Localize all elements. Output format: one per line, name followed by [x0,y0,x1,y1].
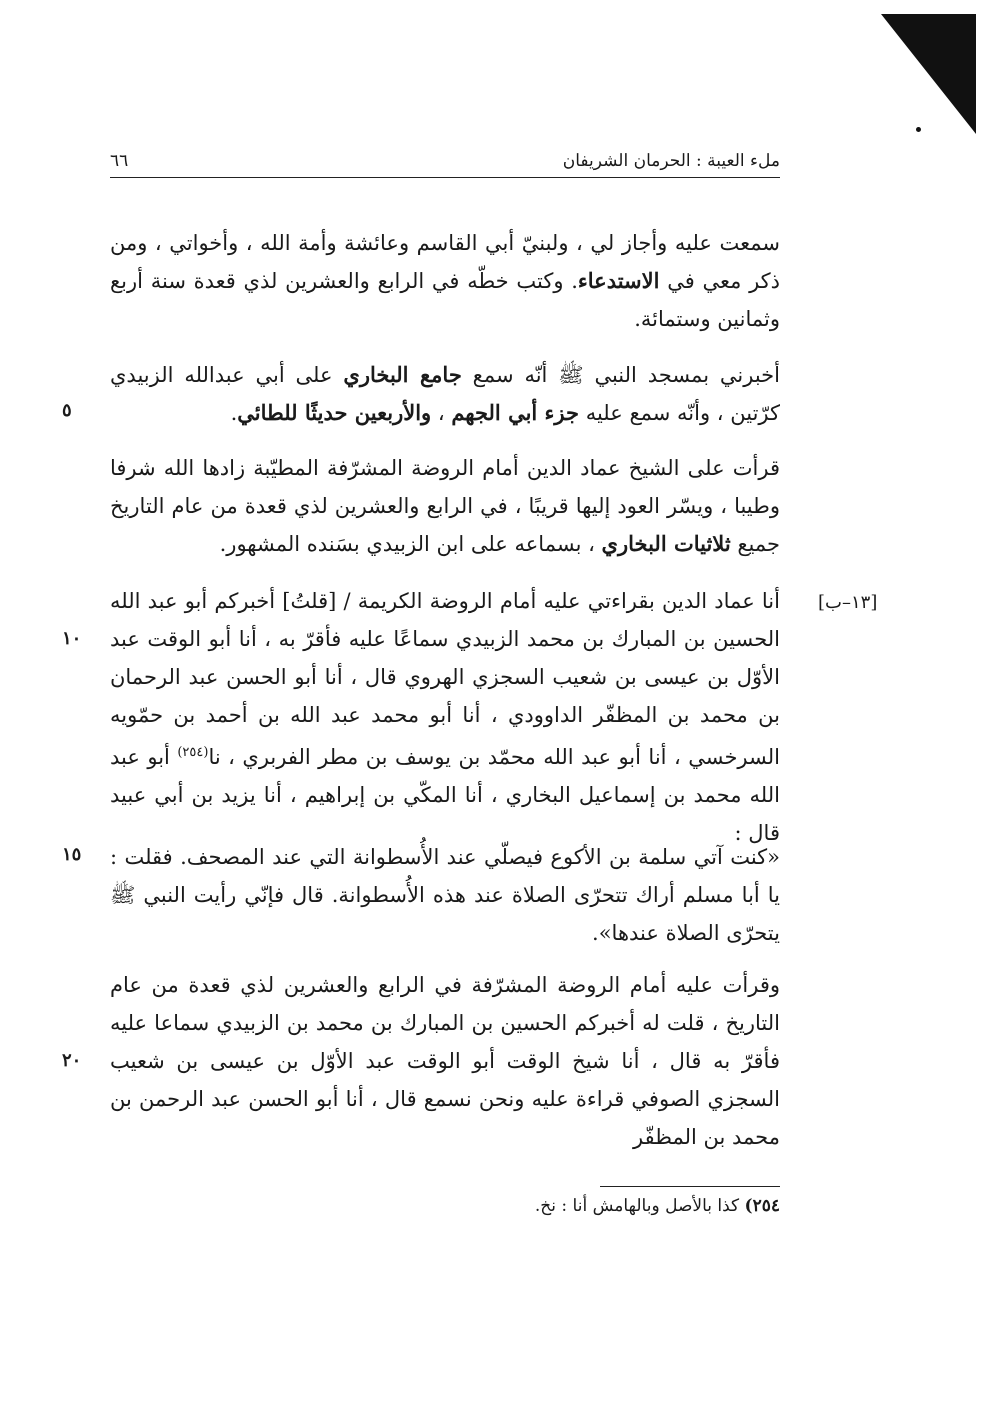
scan-speck [916,127,921,132]
line-number-15: ١٥ [62,844,82,865]
text-run: أنا عماد الدين بقراءتي عليه أمام الروضة الكريمة / [قلتُ] أخبركم أبو عبد الله الحسين بن المبارك بن محمد الزبيدي سماعًا عليه فأقرّ به ، أنا أبو الوقت عبد الأوّل بن عيسى بن شعيب السجزي الهروي قال ، أنا أبو الحسن عبد الرحمان بن محمد بن المظفّر الداوودي ، أنا أبو محمد عبد الله بن أحمد بن حمّويه السرخسي ، أنا أبو عبد الله محمّد بن يوسف بن مطر الفربري ، نا [110,589,780,769]
paragraph-6 [110,966,780,1156]
footnote-number: ٢٥٤) [744,1196,780,1216]
text-run: سمعت عليه وأجاز لي ، ولبنيّ أبي القاسم وعائشة وأمة الله ، وأخواتي ، ومن ذكر معي في [110,231,781,293]
bold-term: جزء أبي الجهم [451,400,580,425]
paragraph-2 [110,356,780,432]
text-run: ، بسماعه على ابن الزبيدي بسَنده المشهور. [219,532,602,556]
footnote-text: كذا بالأصل وبالهامش أنا : نخ. [534,1196,745,1216]
page-header [110,143,780,178]
bold-term: ثلاثيات البخاري [601,531,731,556]
text-run: . [230,401,238,425]
line-number-20: ٢٠ [62,1050,82,1071]
margin-folio-note: [١٣–ب] [818,592,878,613]
running-title: ملء العيبة : الحرمان الشريفان [562,151,780,171]
bold-term: الاستدعاء [577,268,660,293]
text-run: ، [431,401,452,425]
text-run: أخبرني بمسجد النبي ﷺ أنّه سمع [461,363,780,387]
footnote-ref: (٢٥٤) [177,745,209,760]
bold-term: والأربعين حديثًا للطائي [237,400,432,425]
text-run: على أبي عبدالله الزبيدي كرّتين ، وأنّه سمع عليه [110,363,780,425]
footnote-rule [600,1186,780,1187]
paragraph-1 [110,224,780,338]
footnote [535,1196,780,1216]
text-run: . وكتب خطّه في الرابع والعشرين لذي قعدة سنة أربع وثمانين وستمائة. [110,269,780,331]
scan-corner-mark [881,14,976,134]
line-number-5: ٥ [62,400,72,421]
text-run: أبو عبد الله محمد بن إسماعيل البخاري ، أنا المكّي بن إبراهيم ، أنا يزيد بن أبي عبيد قال : [110,745,780,845]
text-run: «كنت آتي سلمة بن الأكوع فيصلّي عند الأُسطوانة التي عند المصحف. فقلت : يا أبا مسلم أراك تتحرّى الصلاة عند هذه الأُسطوانة. قال فإنّي رأيت النبي ﷺ يتحرّى الصلاة عندها». [110,845,780,945]
text-run: وقرأت عليه أمام الروضة المشرّفة في الرابع والعشرين لذي قعدة من عام التاريخ ، قلت له أخبركم الحسين بن المبارك بن محمد بن الزبيدي سماعا عليه فأقرّ به قال ، أنا شيخ الوقت أبو الوقت عبد الأوّل بن عيسى بن شعيب السجزي الصوفي قراءة عليه ونحن نسمع قال ، أنا أبو الحسن عبد الرحمن بن محمد بن المظفّر [110,973,780,1149]
paragraph-5 [110,838,780,952]
paragraph-4 [110,582,780,852]
bold-term: جامع البخاري [343,362,462,387]
line-number-10: ١٠ [62,628,82,649]
text-run: قرأت على الشيخ عماد الدين أمام الروضة المشرّفة المطيّبة زادها الله شرفا وطيبا ، ويسّر العود إليها قريبًا ، في الرابع والعشرين لذي قعدة من عام التاريخ جميع [110,456,780,556]
paragraph-3 [110,449,780,563]
page-number: ٦٦ [110,151,129,171]
